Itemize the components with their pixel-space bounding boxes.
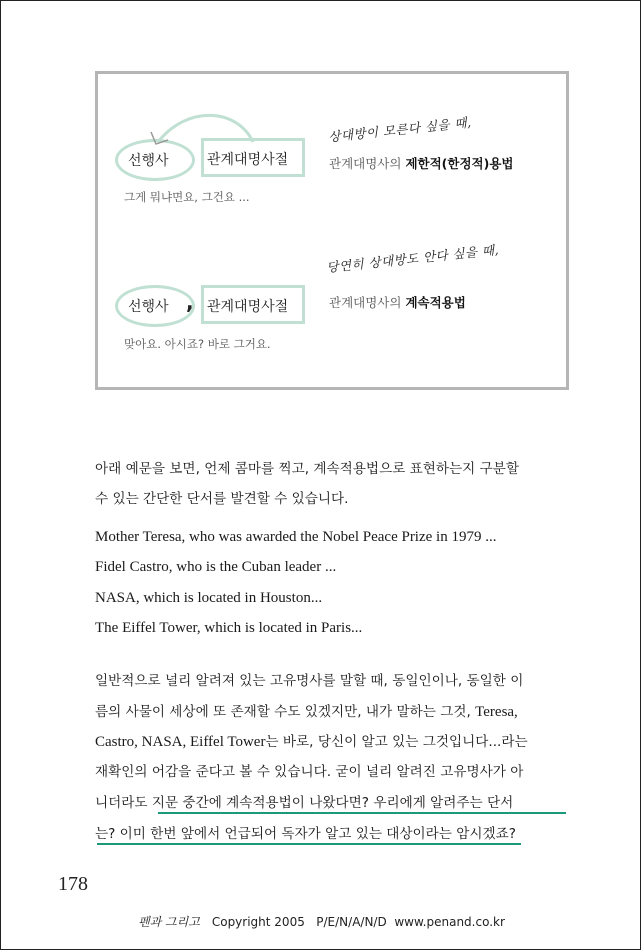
body-line: 니더라도 지문 중간에 계속적용법이 나왔다면? 우리에게 알려주는 단서 — [95, 795, 514, 811]
row2-handwritten-note: 당연히 상대방도 안다 싶을 때, — [325, 241, 500, 276]
row1-caption: 그게 뭐냐면요, 그건요 ... — [124, 190, 250, 204]
highlight-underline — [158, 812, 566, 814]
example-sentence: Fidel Castro, who is the Cuban leader ... — [95, 559, 337, 575]
body-line: 재확인의 어감을 준다고 볼 수 있습니다. 굳이 널리 알려진 고유명사가 아 — [95, 764, 524, 780]
highlight-underline — [97, 843, 521, 845]
row1-handwritten-note: 상대방이 모른다 싶을 때, — [327, 114, 473, 145]
relative-clause-label-2: 관계대명사절 — [207, 299, 289, 315]
example-sentence: NASA, which is located in Houston... — [95, 590, 323, 606]
intro-line: 아래 예문을 보면, 언제 콤마를 찍고, 계속적용법으로 표현하는지 구분할 — [95, 461, 520, 477]
body-line: 는? 이미 한번 앞에서 언급되어 독자가 알고 있는 대상이라는 암시겠죠? — [95, 826, 517, 842]
row2-caption: 맞아요. 아시죠? 바로 그거요. — [124, 337, 271, 351]
row2-definition: 관계대명사의 계속적용법 — [329, 295, 466, 310]
footer-copyright: Copyright 2005 P/E/N/A/N/D www.penand.co.kr — [211, 915, 505, 929]
intro-line: 수 있는 간단한 단서를 발견할 수 있습니다. — [95, 491, 349, 507]
page-number: 178 — [58, 873, 88, 895]
body-line: 름의 사물이 세상에 또 존재할 수도 있겠지만, 내가 말하는 그것, Teresa, — [95, 704, 518, 720]
example-sentence: Mother Teresa, who was awarded the Nobel Peace Prize in 1979 ... — [95, 529, 497, 545]
relative-clause-figure — [95, 71, 569, 390]
antecedent-label-2: 선행사 — [128, 299, 169, 315]
antecedent-label: 선행사 — [128, 153, 169, 169]
body-line: 일반적으로 널리 알려져 있는 고유명사를 말할 때, 동일인이나, 동일한 이 — [95, 673, 524, 689]
body-line: Castro, NASA, Eiffel Tower는 바로, 당신이 알고 있는 그것입니다...라는 — [95, 734, 528, 750]
relative-clause-label: 관계대명사절 — [207, 152, 289, 168]
footer-brand: 펜과 그리고 — [138, 915, 200, 929]
footer — [0, 913, 643, 930]
row1-definition: 관계대명사의 제한적(한정적)용법 — [329, 156, 514, 171]
example-sentence: The Eiffel Tower, which is located in Paris... — [95, 620, 363, 636]
comma-mark: , — [186, 290, 194, 314]
